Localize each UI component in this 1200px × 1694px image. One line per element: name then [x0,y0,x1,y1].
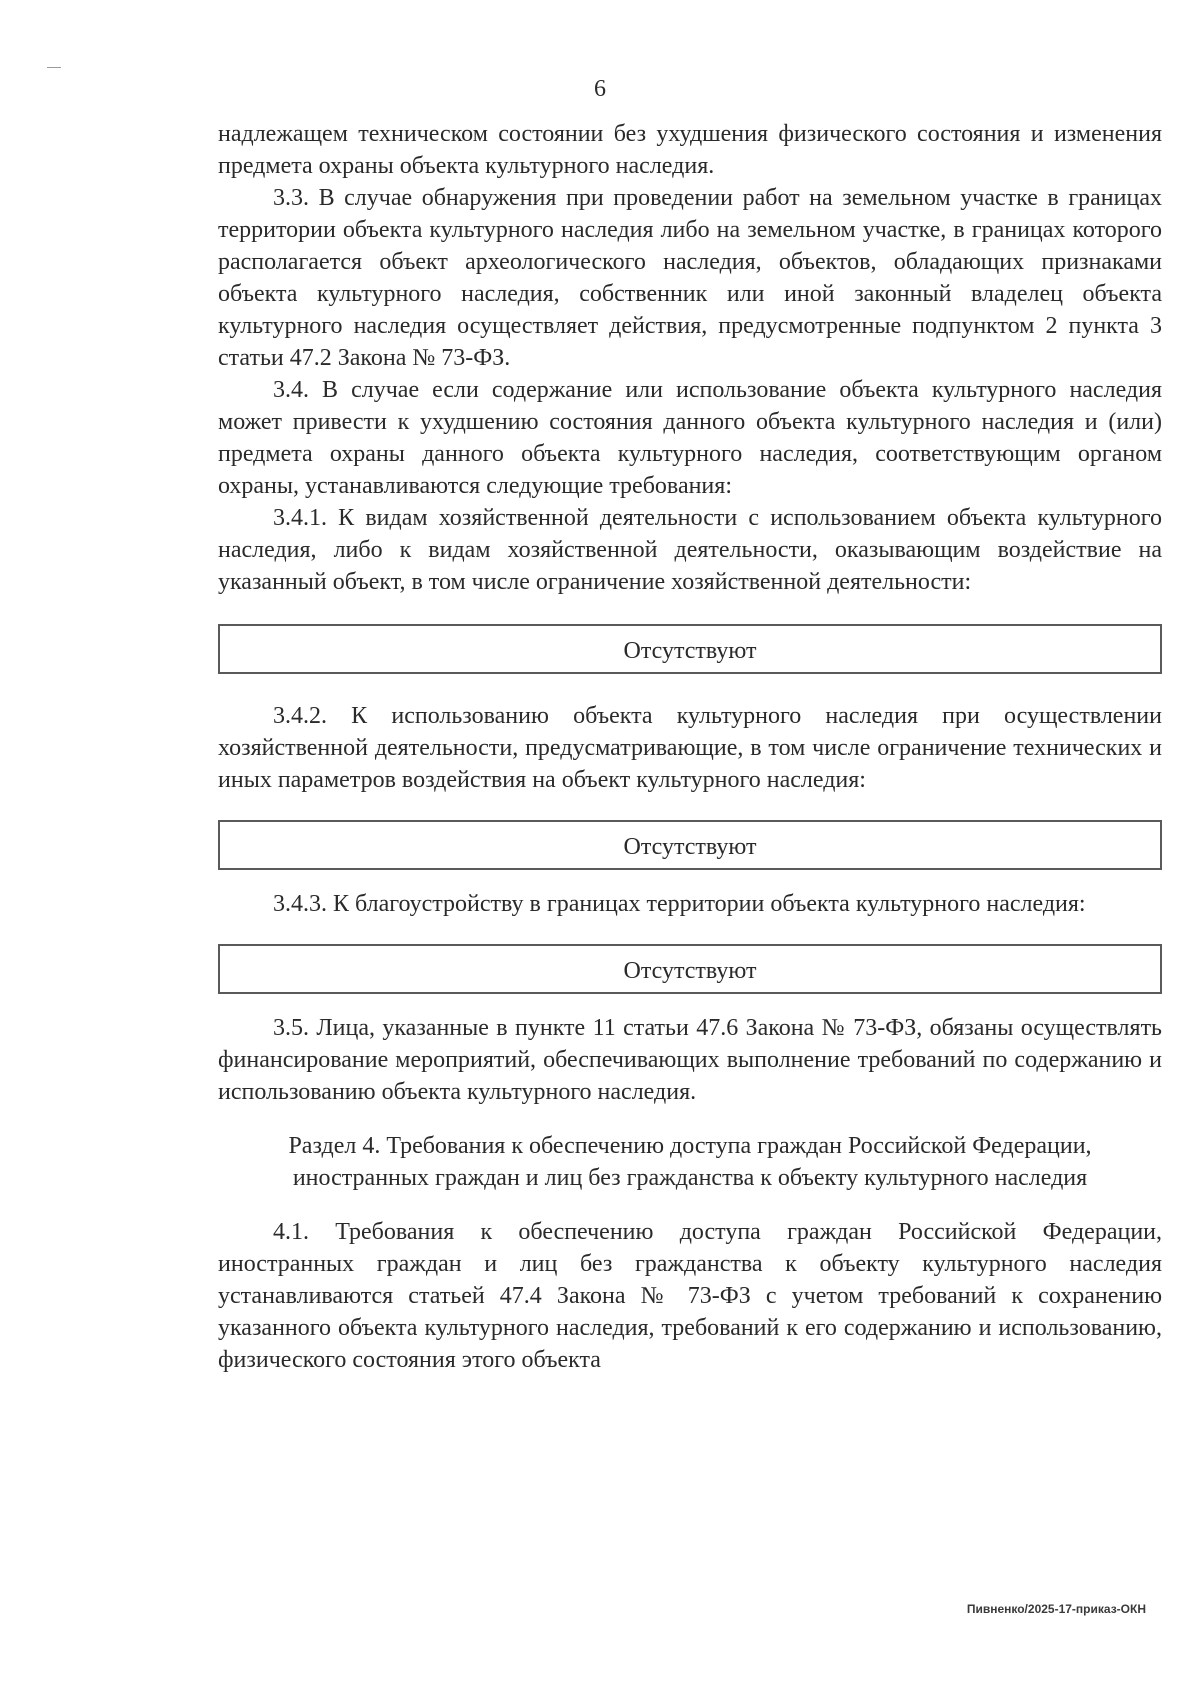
requirement-box-1: Отсутствуют [218,624,1162,674]
page-number: 6 [594,76,606,102]
section-4-heading: Раздел 4. Требования к обеспечению доступа граждан Российской Федерации, иностранных граждан и лиц без гражданства к объекту культурного наследия [288,1133,1092,1191]
document-footer-code: Пивненко/2025-17-приказ-ОКН [966,1602,1146,1616]
scan-mark [47,67,61,68]
paragraph-3-4-3: 3.4.3. К благоустройству в границах территории объекта культурного наследия: [273,891,1086,917]
paragraph-3-4-1: 3.4.1. К видам хозяйственной деятельности с использованием объекта культурного наследия, либо к видам хозяйственной деятельности, оказывающим воздействие на указанный объект, в том числе ограничение хозяйственной деятельности: [218,505,1162,595]
requirement-box-3: Отсутствуют [218,944,1162,994]
paragraph-continuation: надлежащем техническом состоянии без ухудшения физического состояния и изменения предмета охраны объекта культурного наследия. [218,121,1162,179]
paragraph-4-1: 4.1. Требования к обеспечению доступа граждан Российской Федерации, иностранных граждан и лиц без гражданства к объекту культурного наследия устанавливаются статьей 47.4 Закона № 73-ФЗ с учетом требований к сохранению указанного объекта культурного наследия, требований к его содержанию и использованию, физического состояния этого объекта [218,1219,1162,1373]
paragraph-3-4: 3.4. В случае если содержание или использование объекта культурного наследия может привести к ухудшению состояния данного объекта культурного наследия и (или) предмета охраны данного объекта культурного наследия, соответствующим органом охраны, устанавливаются следующие требования: [218,377,1162,499]
paragraph-3-3: 3.3. В случае обнаружения при проведении работ на земельном участке в границах территории объекта культурного наследия либо на земельном участке, в границах которого располагается объект археологического наследия, объектов, обладающих признаками объекта культурного наследия, собственник или иной законный владелец объекта культурного наследия осуществляет действия, предусмотренные подпунктом 2 пункта 3 статьи 47.2 Закона № 73-ФЗ. [218,185,1162,371]
requirement-box-2: Отсутствуют [218,820,1162,870]
document-body [218,118,1162,1376]
paragraph-3-4-2: 3.4.2. К использованию объекта культурного наследия при осуществлении хозяйственной деятельности, предусматривающие, в том числе ограничение технических и иных параметров воздействия на объект культурного наследия: [218,703,1162,793]
paragraph-3-5: 3.5. Лица, указанные в пункте 11 статьи 47.6 Закона № 73-ФЗ, обязаны осуществлять финансирование мероприятий, обеспечивающих выполнение требований по содержанию и использованию объекта культурного наследия. [218,1015,1162,1105]
